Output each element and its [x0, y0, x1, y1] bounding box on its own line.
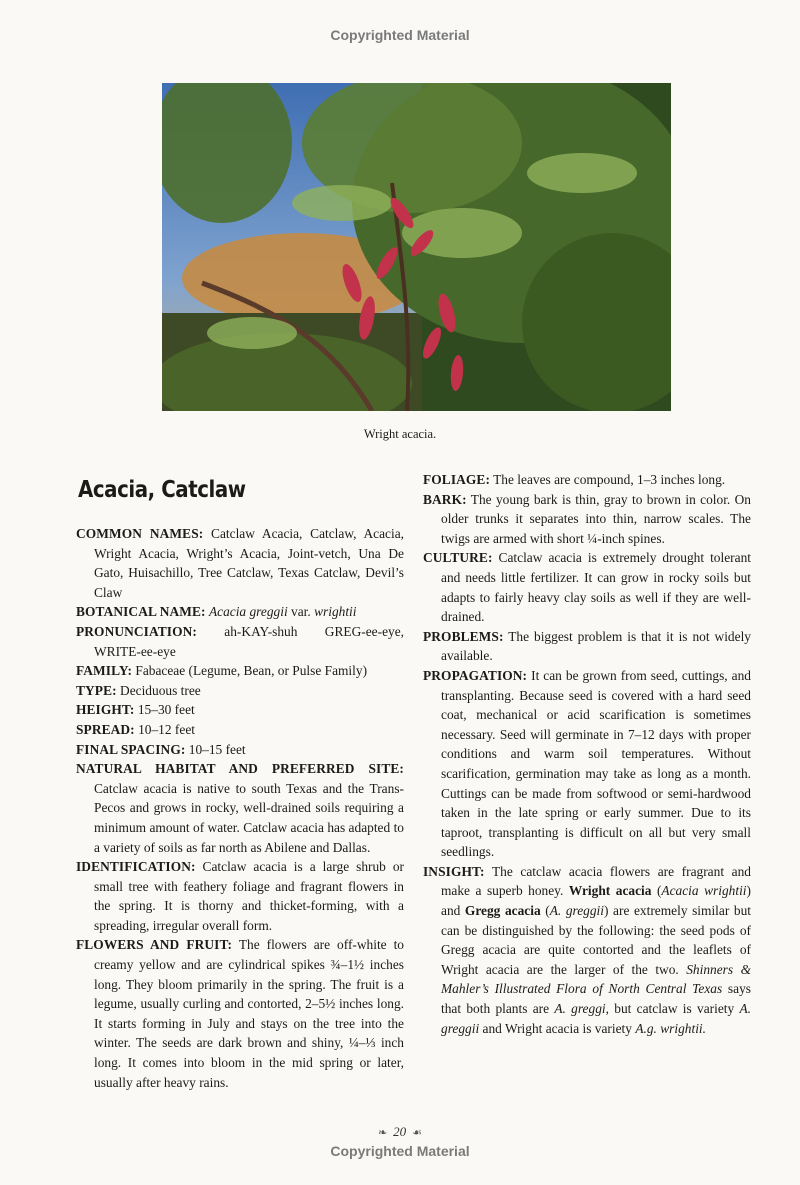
entry-text: Catclaw acacia is native to south Texas and the Trans-Pecos and grows in rocky, well-drained soils requiring a minimum amount of water. Catclaw acacia has adapted to a variety of soils as far north as Abilene and Dallas. [94, 780, 404, 855]
right-column [423, 470, 751, 1038]
entry-text: ) are extremely similar but can be distinguished by the following: the seed pods of Gregg acacia are quite contorted and the leaflets of Wright acacia are the larger of the two. [441, 903, 751, 977]
entry-common-names [76, 524, 404, 602]
entry-label: COMMON NAMES: [76, 526, 204, 541]
page-number-value: 20 [393, 1124, 407, 1139]
entry-label: BARK: [423, 491, 467, 507]
copyright-watermark-bottom: Copyrighted Material [330, 1143, 470, 1159]
entry-label: FINAL SPACING: [76, 741, 186, 757]
ornament-left-icon: ❧ [377, 1127, 388, 1139]
entry-label: BOTANICAL NAME: [76, 604, 206, 620]
entry-label: NATURAL HABITAT AND PREFERRED SITE: [76, 761, 404, 777]
page-number [0, 1124, 800, 1140]
entry-text: It can be grown from seed, cuttings, and transplanting. Because seed is covered with a hard seed coat, mechanical or acid scarification is sometimes necessary. Seed will germinate in 7–12 days with proper conditions and warm soil temperatures. Without scarification, germination may take as long as a month. Cuttings can be made from softwood or semi-hardwood taken in the late spring or early summer. Due to its taproot, transplanting is difficult on all but very small seedlings. [441, 667, 751, 860]
left-column [76, 470, 404, 1092]
entry-propagation [423, 666, 751, 862]
entry-flowers-and-fruit [76, 935, 404, 1092]
entry-text: Catclaw acacia is a large shrub or small tree with feathery foliage and fragrant flowers in the spring. It is thorny and thicket-forming, with a spreading, irregular overall form. [94, 859, 404, 933]
entry-label: INSIGHT: [423, 863, 485, 879]
entry-pronunciation [76, 622, 404, 661]
entry-spread [76, 720, 404, 740]
entry-text: A. greggii [441, 1001, 752, 1036]
entry-text: 10–15 feet [188, 741, 246, 757]
entry-identification [76, 857, 404, 935]
entry-text: and Wright acacia is variety [479, 1020, 636, 1036]
entry-text: Deciduous tree [120, 682, 201, 698]
entry-final-spacing [76, 740, 404, 760]
ornament-right-icon: ☙ [412, 1127, 423, 1139]
entry-text: Catclaw Acacia, Catclaw, Acacia, Wright Acacia, Wright’s Acacia, Joint-vetch, Una De Gato, Huisachillo, Tree Catclaw, Texas Catclaw, Devil’s Claw [94, 526, 404, 600]
entry-text: A. greggii [549, 903, 604, 919]
entry-label: HEIGHT: [76, 702, 135, 718]
entry-label: FOLIAGE: [423, 472, 491, 487]
entry-text: says that both plants are [441, 981, 751, 1017]
entry-text: wrightii [314, 604, 357, 620]
entry-type [76, 681, 404, 701]
entry-problems [423, 627, 751, 666]
entry-text: The leaves are compound, 1–3 inches long. [493, 472, 726, 487]
entry-text: A. greggi [554, 1001, 606, 1017]
copyright-watermark-top: Copyrighted Material [330, 27, 470, 43]
entry-text: The young bark is thin, gray to brown in color. On older trunks it separates into thin, narrow scales. The twigs are armed with short ¼-inch spines. [441, 491, 751, 546]
entry-label: FAMILY: [76, 663, 133, 679]
entry-text: The biggest problem is that it is not widely available. [441, 628, 751, 664]
entry-text: A.g. wrightii. [635, 1020, 706, 1036]
entry-botanical-name [76, 602, 404, 622]
entry-label: FLOWERS AND FRUIT: [76, 937, 233, 953]
photo-caption: Wright acacia. [363, 427, 437, 441]
entry-label: PROBLEMS: [423, 628, 504, 644]
entry-text: ah-KAY-shuh GREG-ee-eye, WRITE-ee-eye [94, 623, 404, 659]
entry-text: Fabaceae (Legume, Bean, or Pulse Family) [135, 663, 368, 679]
entry-text: Acacia wrightii [661, 883, 747, 899]
entry-text: ( [651, 883, 662, 899]
entry-text: ) and [441, 883, 751, 919]
entry-text: ( [540, 903, 550, 919]
entry-culture [423, 548, 751, 626]
entry-text: , but catclaw is variety [605, 1001, 740, 1017]
entry-text: The flowers are off-white to creamy yellow and are cylindrical spikes ¾–1½ inches long. They bloom primarily in the spring. The fruit is a legume, usually curling and contorted, 2–5½ inches long. It starts forming in July and stays on the tree into the winter. The seeds are dark brown and shiny, ¼–⅓ inch long. It comes into bloom in the mid spring or later, usually after heavy rains. [94, 937, 404, 1090]
entry-label: SPREAD: [76, 721, 135, 737]
entry-label: PRONUNCIATION: [76, 623, 197, 639]
entry-label: CULTURE: [423, 550, 493, 566]
entry-text: Gregg acacia [464, 903, 541, 919]
entry-text: Acacia greggii [208, 604, 288, 620]
entry-insight [423, 862, 751, 1038]
entry-label: PROPAGATION: [423, 667, 528, 683]
entry-text: var. [287, 604, 315, 620]
plant-title: Acacia, Catclaw [78, 477, 246, 503]
entry-label: IDENTIFICATION: [76, 859, 196, 875]
entry-text: The catclaw acacia flowers are fragrant and make a superb honey. [441, 863, 751, 899]
entry-natural-habitat [76, 759, 404, 857]
entry-text: Catclaw acacia is extremely drought tolerant and needs little fertilizer. It can grow in rocky soils but adapts to fairly heavy clay soils as well if they are well-drained. [441, 550, 751, 625]
entry-text: 15–30 feet [137, 702, 195, 718]
entry-text: Shinners & Mahler’s Illustrated Flora of North Central Texas [441, 961, 751, 997]
entry-family [76, 661, 404, 681]
entry-foliage [423, 470, 751, 490]
entry-height [76, 700, 404, 720]
entry-text: 10–12 feet [138, 721, 195, 737]
entry-text: Wright acacia [568, 883, 652, 899]
acacia-photo [162, 83, 671, 411]
entry-label: TYPE: [76, 682, 117, 698]
entry-bark [423, 490, 751, 549]
